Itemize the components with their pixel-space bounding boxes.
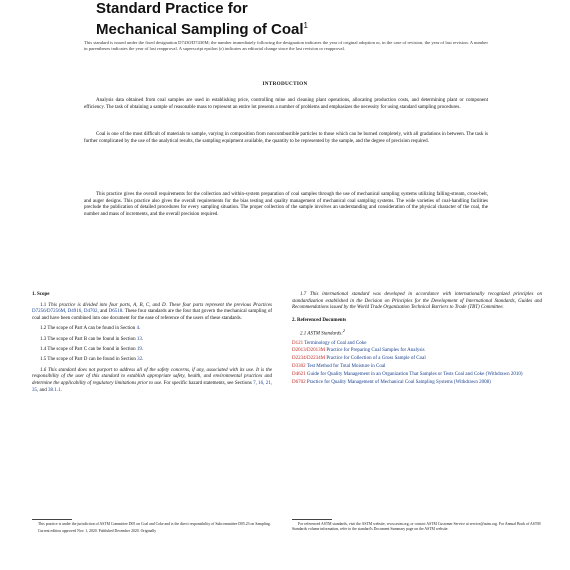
scope-1-6-section-links[interactable]: 7, 16, 21, 35, (32, 380, 272, 393)
scope-1-4: 1.4 The scope of Part C can be found in Section 19. (40, 346, 144, 352)
scope-1-3: 1.3 The scope of Part B can be found in Section 13. (40, 336, 144, 342)
scope-1-6-and: and (38, 387, 48, 393)
footnote-2: For referenced ASTM standards, visit the ASTM website, www.astm.org, or contact ASTM Customer Service at service@astm.org. For Annual Book of ASTM Standards volume information, refer to the standard's Document Summary page on the ASTM website. (292, 522, 541, 531)
reference-code[interactable]: D121 (292, 340, 304, 346)
title-footnote-marker: 1 (303, 21, 308, 30)
scope-1-6 (32, 368, 272, 394)
scope-1-4-text: 1.4 The scope of Part C can be found in Section (40, 346, 137, 352)
title-line-1: Standard Practice for (96, 0, 248, 17)
scope-1-1-and: and (98, 309, 109, 315)
intro-paragraph-2: Coal is one of the most difficult of materials to sample, varying in composition from noncombustible particles to those which can be burned completely, with all gradations in between. The task is further complicated by the use of the analytical results, the sampling equipment available, the quantity to be represented by the sample, and the degree of precision required. (84, 132, 488, 144)
scope-1-1-links[interactable]: D7256/D7256M, D4916, D4702, (32, 309, 99, 315)
scope-1-4-link[interactable]: 19 (136, 346, 142, 352)
footnote-divider-left (32, 519, 72, 520)
footnote-1: This practice is under the jurisdiction of ASTM Committee D05 on Coal and Coke and is the direct responsibility of Subcommittee D05.23 on Sampling. (38, 522, 271, 526)
scope-1-2: 1.2 The scope of Part A can be found in Section 4. (40, 326, 141, 332)
reference-item[interactable] (292, 348, 542, 355)
reference-title[interactable]: Guide for Quality Management in an Organization That Samples or Tests Coal and Coke (Withdrawn 2010) (305, 371, 523, 377)
reference-item[interactable] (292, 364, 542, 371)
title-line-2-text: Mechanical Sampling of Coal (96, 21, 304, 38)
scope-1-6-hazard-text: For specific hazard statements, see Sections (162, 380, 254, 386)
scope-1-2-text: 1.2 The scope of Part A can be found in Section (40, 326, 137, 332)
scope-heading: 1. Scope (32, 292, 50, 297)
scope-1-6-text: 1.6 This standard does not purport to address all of the safety concerns, if any, associated with its use. It is the responsibility of the user of this standard to establish appropriate safety, health, and environmental practices and determine the applicability of regulatory limitations prior to use. (32, 367, 272, 386)
reference-title[interactable]: Practice for Collection of a Gross Sample of Coal (325, 356, 426, 362)
footnote-1-continued: Current edition approved Nov. 1, 2020. Published December 2020. Originally (38, 529, 157, 533)
footnotes-right (292, 522, 542, 534)
standard-designation-note: This standard is issued under the fixed designation D7430/D7430M; the number immediately following the designation indicates the year of original adoption or, in the case of revision, the year of last revision. A number in parentheses indicates the year of last reapproval. A superscript epsilon (ε) indicates an editorial change since the last revision or reapproval. (84, 40, 488, 52)
scope-1-5-text: 1.5 The scope of Part D can be found in Section (40, 357, 138, 363)
intro-paragraph-1: Analysis data obtained from coal samples are used in establishing price, controlling mine and cleaning plant operations, allocating production costs, and determining plant or component efficiency. The task of obtaining a sample of reasonable mass to represent an entire lot presents a number of problems and emphasizes the necessity for using standard sampling procedures. (84, 98, 488, 110)
astm-standards-footnote-marker: 2 (342, 328, 345, 334)
introduction-heading: INTRODUCTION (262, 81, 308, 87)
reference-code[interactable]: D3302 (292, 363, 306, 369)
reference-code[interactable]: D2013/D2013M (292, 348, 326, 354)
reference-title[interactable]: Practice for Quality Management of Mechanical Coal Sampling Systems (Withdrawn 2008) (305, 379, 491, 385)
scope-1-5-link[interactable]: 32 (137, 357, 143, 363)
scope-1-1-link-d6518[interactable]: D6518 (108, 309, 123, 315)
footnotes-left (32, 522, 272, 536)
right-column (292, 292, 542, 387)
left-column (32, 292, 272, 398)
reference-title[interactable]: Practice for Preparing Coal Samples for Analysis (325, 348, 425, 354)
reference-code[interactable]: D4621 (292, 371, 306, 377)
scope-1-1 (32, 303, 272, 323)
reference-code[interactable]: D2234/D2234M (292, 356, 326, 362)
reference-item[interactable] (292, 341, 542, 348)
title-line-2 (96, 17, 476, 38)
reference-title[interactable]: Test Method for Total Moisture in Coal (305, 363, 386, 369)
astm-standards-subheading (292, 328, 542, 338)
scope-1-7: 1.7 This international standard was developed in accordance with internationally recognized principles on standardization established in the Decision on Principles for the Development of International Standards, Guides and Recommendations issued by the World Trade Organization Technical Barriers to Trade (TBT) Committee. (292, 292, 542, 311)
reference-item[interactable] (292, 380, 542, 387)
document-title (96, 0, 476, 38)
scope-1-1-number: 1.1 (40, 302, 49, 308)
scope-1-2-link[interactable]: 4 (136, 326, 140, 332)
scope-1-5: 1.5 The scope of Part D can be found in Section 32. (40, 357, 144, 363)
reference-title[interactable]: Terminology of Coal and Coke (303, 340, 367, 346)
scope-1-6-link-38[interactable]: 38.1.1 (47, 387, 61, 393)
referenced-documents-heading: 2. Referenced Documents (292, 317, 347, 323)
scope-1-1-text: This practice is divided into four parts, A, B, C, and D. These four parts represent the previous Practices (48, 302, 272, 308)
scope-1-3-text: 1.3 The scope of Part B can be found in Section (40, 336, 137, 342)
footnote-divider-right (292, 519, 332, 520)
scope-1-1-tail: . These four standards are the four that govern the mechanical sampling of coal and have been combined into one document for the ease of reference of the users of these standards. (32, 309, 272, 321)
reference-code[interactable]: D6702 (292, 379, 306, 385)
astm-standards-label: 2.1 ASTM Standards: (300, 332, 343, 338)
scope-1-3-link[interactable]: 13 (136, 336, 142, 342)
scope-1-6-period: . (60, 387, 62, 393)
reference-item[interactable] (292, 356, 542, 363)
reference-item[interactable] (292, 372, 542, 379)
intro-paragraph-3: This practice gives the overall requirements for the collection and within-system preparation of coal samples through the use of mechanical sampling systems utilizing falling-stream, cross-belt, and auger designs. This practice also gives the overall requirements for the bias testing and quality management of mechanical coal sampling systems. The wide varieties of coal-handling facilities preclude the publication of detailed procedures for every sampling situation. The proper collection of the sample involves an understanding and consideration of the physical character of the coal, the number and mass of increments, and the overall precision required. (84, 192, 488, 217)
